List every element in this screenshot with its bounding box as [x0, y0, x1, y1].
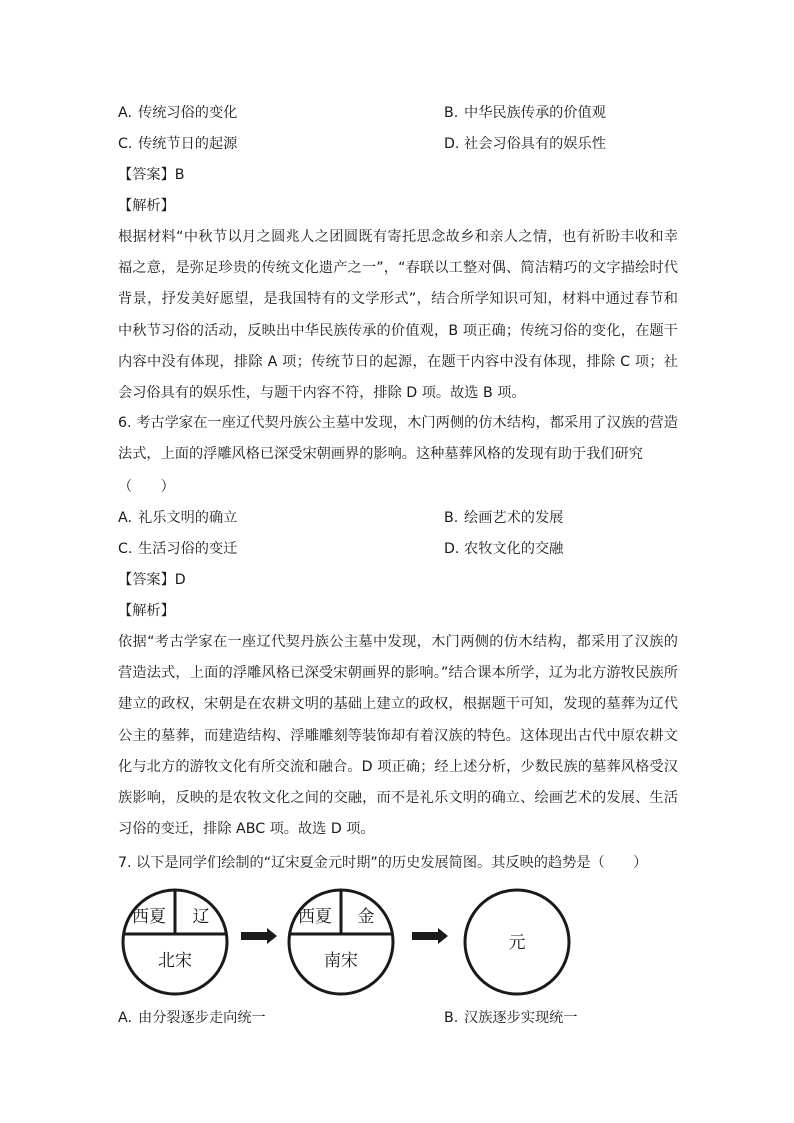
- q6-option-a: A. 礼乐文明的确立: [118, 510, 238, 526]
- arrow-1-head: [267, 928, 277, 944]
- circle-northern-song: [123, 890, 227, 994]
- circle-yuan: [465, 890, 569, 994]
- q6-option-d: D. 农牧文化的交融: [444, 541, 564, 557]
- arrow-2-shaft: [412, 932, 438, 940]
- q6-analysis-title: 【解析】: [118, 603, 175, 619]
- q7-stem: 7. 以下是同学们绘制的“辽宋夏金元时期”的历史发展简图。其反映的趋势是（ ）: [118, 855, 648, 871]
- q5-option-b: B. 中华民族传承的价值观: [444, 105, 606, 121]
- circle-1-top-right: 辽: [192, 907, 210, 927]
- q6-option-c: C. 生活习俗的变迁: [118, 541, 238, 557]
- circle-southern-song: [289, 890, 393, 994]
- q6-bracket: （ ）: [118, 479, 175, 495]
- q6-option-b: B. 绘画艺术的发展: [444, 510, 564, 526]
- q6-analysis: 依据“考古学家在一座辽代契丹族公主墓中发现，木门两侧的仿木结构，都采用了汉族的营造法式，上面的浮雕风格已深受宋朝画界的影响。”结合课本所学，辽为北方游牧民族所建立的政权，宋朝是在农耕文明的基础上建立的政权，根据题干可知，发现的墓葬为辽代公主的墓葬，而建造结构、浮雕雕刻等装饰却有着汉族的特色。这体现出古代中原农耕文化与北方的游牧文化有所交流和融合。D 项正确；经上述分析，少数民族的墓葬风格受汉族影响，反映的是农牧文化之间的交融，而不是礼乐文明的确立、绘画艺术的发展、生活习俗的变迁，排除 ABC 项。故选 D 项。: [118, 634, 678, 838]
- q5-option-d: D. 社会习俗具有的娱乐性: [444, 136, 606, 152]
- q5-analysis-title: 【解析】: [118, 198, 175, 214]
- q5-option-a: A. 传统习俗的变化: [118, 105, 238, 121]
- q6-stem: 6. 考古学家在一座辽代契丹族公主墓中发现，木门两侧的仿木结构，都采用了汉族的营造法式，上面的浮雕风格已深受宋朝画界的影响。这种墓葬风格的发现有助于我们研究: [118, 415, 678, 463]
- circle-1-bottom: 北宋: [158, 951, 192, 971]
- circle-2-top-right: 金: [357, 907, 375, 927]
- circle-2-top-left: 西夏: [298, 907, 332, 927]
- arrow-1: [241, 928, 277, 944]
- q5-answer: 【答案】B: [118, 167, 185, 183]
- circle-3-center: 元: [508, 933, 526, 953]
- q5-option-c: C. 传统节日的起源: [118, 136, 238, 152]
- arrow-2: [412, 928, 448, 944]
- arrow-1-shaft: [241, 932, 267, 940]
- q7-option-b: B. 汉族逐步实现统一: [444, 1010, 578, 1026]
- circle-1-top-left: 西夏: [132, 907, 166, 927]
- q6-answer: 【答案】D: [118, 572, 186, 588]
- q7-history-diagram: [110, 884, 610, 1002]
- arrow-2-head: [438, 928, 448, 944]
- q7-option-a: A. 由分裂逐步走向统一: [118, 1010, 266, 1026]
- circle-2-bottom: 南宋: [324, 951, 358, 971]
- q5-analysis: 根据材料“中秋节以月之圆兆人之团圆既有寄托思念故乡和亲人之情，也有祈盼丰收和幸福之意，是弥足珍贵的传统文化遗产之一”，“春联以工整对偶、简洁精巧的文字描绘时代背景，抒发美好愿望，是我国特有的文学形式”，结合所学知识可知，材料中通过春节和中秋节习俗的活动，反映出中华民族传承的价值观，B 项正确；传统习俗的变化，在题干内容中没有体现，排除 A 项；传统节日的起源，在题干内容中没有体现，排除 C 项；社会习俗具有的娱乐性，与题干内容不符，排除 D 项。故选 B 项。: [118, 229, 678, 402]
